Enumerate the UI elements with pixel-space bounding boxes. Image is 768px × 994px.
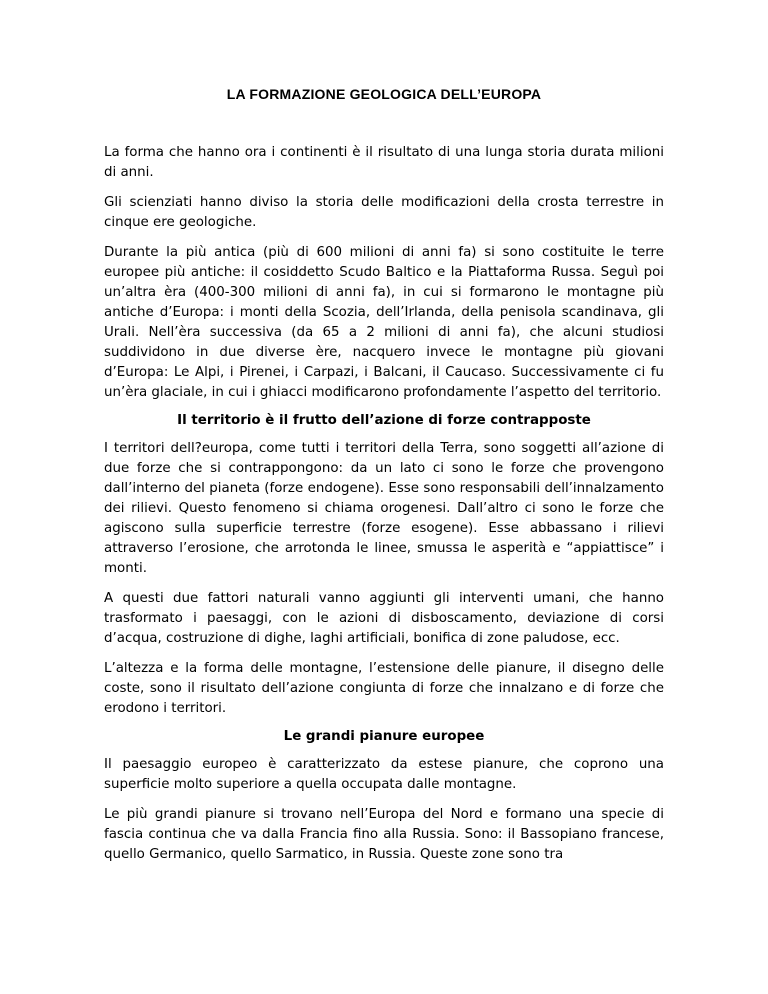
paragraph: Durante la più antica (più di 600 milioni di anni fa) si sono costituite le terre europee più antiche: il cosiddetto Scudo Baltico e la Piattaforma Russa. Seguì poi un’altra èra (400-300 milioni di anni fa), in cui si formarono le montagne più antiche d’Europa: i monti della Scozia, dell’Irlanda, della penisola scandinava, gli Urali. Nell’èra successiva (da 65 a 2 milioni di anni fa), che alcuni studiosi suddividono in due diverse ère, nacquero invece le montagne più giovani d’Europa: Le Alpi, i Pirenei, i Carpazi, i Balcani, il Caucaso. Successivamente ci fu un’èra glaciale, in cui i ghiacci modificarono profondamente l’aspetto del territorio. — [104, 245, 664, 400]
paragraph: L’altezza e la forma delle montagne, l’estensione delle pianure, il disegno delle coste, sono il risultato dell’azione congiunta di forze che innalzano e di forze che erodono i territori. — [104, 661, 664, 716]
document-title: LA FORMAZIONE GEOLOGICA DELL’EUROPA — [226, 86, 542, 102]
paragraph: I territori dell?europa, come tutti i territori della Terra, sono soggetti all’azione di due forze che si contrappongono: da un lato ci sono le forze che provengono dall’interno del pianeta (forze endogene). Esse sono responsabili dell’innalzamento dei rilievi. Questo fenomeno si chiama orogenesi. Dall’altro ci sono le forze che agiscono sulla superficie terrestre (forze esogene). Esse abbassano i rilievi attraverso l’erosione, che arrotonda le linee, smussa le asperità e “appiattisce” i monti. — [104, 441, 664, 576]
paragraph: La forma che hanno ora i continenti è il risultato di una lunga storia durata milioni di anni. — [104, 145, 664, 180]
document-body — [104, 143, 664, 875]
paragraph: A questi due fattori naturali vanno aggiunti gli interventi umani, che hanno trasformato i paesaggi, con le azioni di disboscamento, deviazione di corsi d’acqua, costruzione di dighe, laghi artificiali, bonifica di zone paludose, ecc. — [104, 591, 664, 646]
paragraph: Gli scienziati hanno diviso la storia delle modificazioni della crosta terrestre in cinque ere geologiche. — [104, 195, 664, 230]
paragraph: Le più grandi pianure si trovano nell’Europa del Nord e formano una specie di fascia continua che va dalla Francia fino alla Russia. Sono: il Bassopiano francese, quello Germanico, quello Sarmatico, in Russia. Queste zone sono tra — [104, 807, 664, 862]
section-heading: Il territorio è il frutto dell’azione di forze contrapposte — [177, 413, 591, 428]
paragraph: Il paesaggio europeo è caratterizzato da estese pianure, che coprono una superficie molto superiore a quella occupata dalle montagne. — [104, 757, 664, 792]
section-heading: Le grandi pianure europee — [283, 729, 485, 744]
